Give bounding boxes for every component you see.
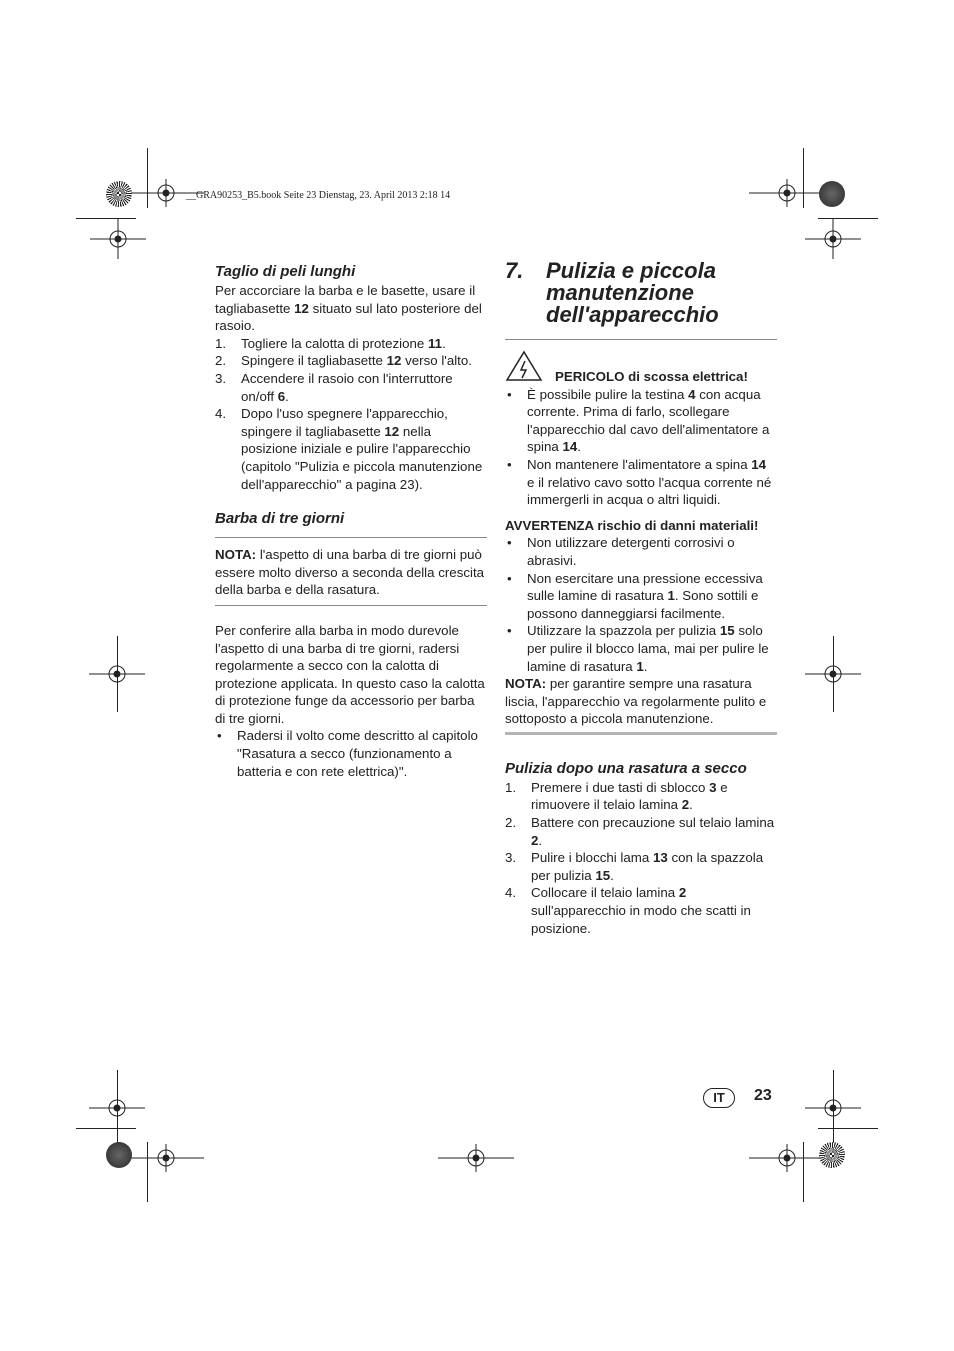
- crosshair-icon: [89, 666, 145, 682]
- list-item: 3. Accendere il rasoio con l'interruttore on/off 6.: [215, 370, 453, 404]
- note-box: [215, 537, 487, 606]
- crosshair-icon: [90, 219, 146, 259]
- list-item: • Radersi il volto come descritto al capitolo "Rasatura a secco (funzionamento a batteria e con rete elettrica)".: [215, 727, 487, 780]
- list-item: • Utilizzare la spazzola per pulizia 15 solo per pulire il blocco lama, mai per pulire le lamine di rasatura 1.: [505, 622, 777, 675]
- warning-label: AVVERTENZA rischio di danni materiali!: [505, 517, 759, 533]
- gray-target-icon: [819, 181, 845, 207]
- warning-list: [505, 534, 777, 675]
- crosshair-icon: [805, 219, 861, 259]
- list-item: • Non esercitare una pressione eccessiva sulle lamine di rasatura 1. Sono sottili e possono danneggiarsi facilmente.: [505, 570, 777, 623]
- list-item: • Non utilizzare detergenti corrosivi o abrasivi.: [505, 534, 777, 569]
- crosshair-icon: [805, 1100, 861, 1116]
- divider: [505, 339, 777, 340]
- list-item: 2. Spingere il tagliabasette 12 verso l'alto.: [215, 353, 472, 369]
- note-text: NOTA: l'aspetto di una barba di tre giorni può essere molto diverso a seconda della crescita della barba e della rasatura.: [215, 547, 485, 598]
- divider: [505, 732, 777, 735]
- danger-label: PERICOLO di scossa elettrica!: [555, 369, 748, 384]
- print-header: __GRA90253_B5.book Seite 23 Dienstag, 23. April 2013 2:18 14: [186, 190, 451, 201]
- steps-list: [505, 779, 777, 937]
- chapter-number: 7.: [505, 258, 524, 283]
- section-title-stubble: Barba di tre giorni: [215, 510, 345, 528]
- list-item: 4. Dopo l'uso spegnere l'apparecchio, spingere il tagliabasette 12 nella posizione iniziale e pulire l'apparecchio (capitolo "Pulizia e piccola manutenzione dell'apparecchio" a pagina 23).: [215, 406, 483, 492]
- color-target-icon: [106, 181, 132, 207]
- crosshair-icon: [749, 179, 825, 207]
- paragraph: Per conferire alla barba in modo durevole l'aspetto di una barba di tre giorni, radersi regolarmente a secco con la calotta di protezione applicata. In questo caso la calotta di protezione funge da accessorio per barba di tre giorni.: [215, 622, 485, 726]
- bullet-list: [215, 727, 487, 780]
- crosshair-icon: [805, 666, 861, 682]
- crosshair-icon: [89, 1100, 145, 1116]
- section-title-dry-cleaning: Pulizia dopo una rasatura a secco: [505, 759, 747, 777]
- list-item: 4. Collocare il telaio lamina 2 sull'apparecchio in modo che scatti in posizione.: [505, 885, 751, 936]
- note-text: NOTA: per garantire sempre una rasatura liscia, l'apparecchio va regolarmente pulito e sottoposto a piccola manutenzione.: [505, 676, 767, 727]
- crosshair-icon: [128, 1144, 204, 1172]
- left-column: [215, 262, 487, 780]
- crosshair-icon: [749, 1144, 825, 1172]
- crosshair-icon: [438, 1144, 514, 1172]
- steps-list: [215, 335, 487, 493]
- list-item: • È possibile pulire la testina 4 con acqua corrente. Prima di farlo, scollegare l'apparecchio dal cavo dell'alimentatore a spina 14.: [505, 386, 777, 456]
- paragraph: Per accorciare la barba e le basette, usare il tagliabasette 12 situato sul lato posteriore del rasoio.: [215, 283, 482, 334]
- list-item: • Non mantenere l'alimentatore a spina 14 e il relativo cavo sotto l'acqua corrente né immergerli in acqua o altri liquidi.: [505, 456, 777, 509]
- list-item: 1. Togliere la calotta di protezione 11.: [215, 335, 446, 351]
- list-item: 2. Battere con precauzione sul telaio lamina 2.: [505, 815, 775, 848]
- danger-list: [505, 386, 777, 509]
- gray-target-icon: [106, 1142, 132, 1168]
- list-item: 1. Premere i due tasti di sblocco 3 e rimuovere il telaio lamina 2.: [505, 779, 728, 813]
- language-badge: IT: [703, 1088, 735, 1108]
- section-title-long-hair: Taglio di peli lunghi: [215, 263, 356, 280]
- list-item: 3. Pulire i blocchi lama 13 con la spazzola per pulizia 15.: [505, 850, 764, 883]
- color-target-icon: [819, 1142, 845, 1168]
- chapter-title: Pulizia e piccola manutenzione dell'apparecchio: [546, 258, 719, 327]
- right-column: [505, 368, 777, 937]
- page-number: 23: [754, 1087, 772, 1104]
